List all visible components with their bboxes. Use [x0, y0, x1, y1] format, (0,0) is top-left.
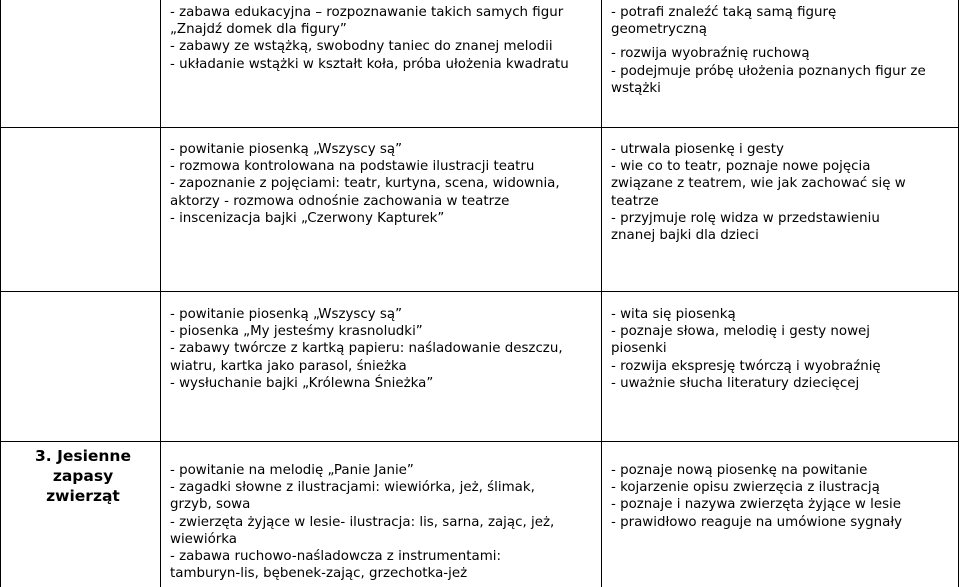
activity-line: - zabawa edukacyjna – rozpoznawanie takich samych figur [170, 5, 564, 20]
activity-line: grzyb, sowa [170, 497, 251, 513]
outcomes-cell [611, 141, 906, 244]
section-title [8, 446, 158, 506]
activity-line: „Znajdź domek dla figury” [170, 22, 347, 38]
activity-line: - powitanie piosenką „Wszyscy są” [170, 307, 403, 322]
outcome-line: - poznaje i nazywa zwierzęta żyjące w lesie [611, 497, 902, 513]
activity-line: - inscenizacja bajki „Czerwony Kapturek” [170, 210, 445, 226]
table-row-divider-3 [0, 441, 959, 442]
activity-line: - zabawy ze wstążką, swobodny taniec do znanej melodii [170, 39, 553, 55]
activity-line: - zabawy twórcze z kartką papieru: naśladowanie deszczu, [170, 341, 563, 357]
outcome-line: - poznaje nową piosenkę na powitanie [611, 463, 868, 478]
activities-cell [170, 4, 569, 73]
outcome-line: - przyjmuje rolę widza w przedstawieniu [611, 210, 880, 226]
outcome-line: - podejmuje próbę ułożenia poznanych figur ze [611, 63, 926, 79]
section-title-line: zapasy [52, 467, 114, 485]
activity-line: - rozmowa kontrolowana na podstawie ilustracji teatru [170, 159, 535, 175]
table-border-left [0, 0, 1, 587]
activity-line: - zwierzęta żyjące w lesie- ilustracja: lis, sarna, zając, jeż, [170, 514, 555, 530]
outcome-line: - poznaje słowa, melodię i gesty nowej [611, 324, 870, 340]
table-column-divider-1 [160, 0, 161, 587]
outcome-line: piosenki [611, 341, 667, 357]
outcome-line: - rozwija wyobraźnię ruchową [611, 46, 810, 62]
outcomes-cell [611, 4, 926, 97]
table-column-divider-2 [601, 0, 602, 587]
outcome-line: - rozwija ekspresję twórczą i wyobraźnię [611, 358, 881, 374]
activity-line: wiatru, kartka jako parasol, śnieżka [170, 358, 407, 374]
outcome-line: geometryczną [611, 22, 707, 38]
activities-cell [170, 462, 554, 582]
outcome-line: teatrze [611, 193, 659, 209]
outcome-line: - kojarzenie opisu zwierzęcia z ilustracją [611, 480, 880, 496]
activity-line: aktorzy - rozmowa odnośnie zachowania w teatrze [170, 193, 510, 209]
activity-line: - powitanie na melodię „Panie Janie” [170, 463, 414, 478]
activity-line: - zabawa ruchowo-naśladowcza z instrumentami: [170, 548, 502, 564]
activity-line: tamburyn-lis, bębenek-zając, grzechotka-jeż [170, 566, 468, 582]
outcomes-cell [611, 462, 902, 531]
section-title-line: zwierząt [46, 487, 120, 505]
activity-line: wiewiórka [170, 531, 238, 547]
outcome-line: - prawidłowo reaguje na umówione sygnały [611, 514, 903, 530]
activity-line: - układanie wstążki w kształt koła, próba ułożenia kwadratu [170, 56, 569, 72]
outcome-spacer [611, 38, 926, 45]
activities-cell [170, 306, 563, 392]
activities-cell [170, 141, 560, 227]
outcome-line: - wita się piosenką [611, 307, 736, 322]
activity-line: - powitanie piosenką „Wszyscy są” [170, 142, 403, 157]
activity-line: - wysłuchanie bajki „Królewna Śnieżka” [170, 375, 434, 391]
outcome-line: związane z teatrem, wie jak zachować się w [611, 176, 906, 192]
outcome-line: - potrafi znaleźć taką samą figurę [611, 5, 837, 20]
activity-line: - zagadki słowne z ilustracjami: wiewiórka, jeż, ślimak, [170, 480, 535, 496]
outcome-line: - utrwala piosenkę i gesty [611, 142, 784, 157]
outcome-line: znanej bajki dla dzieci [611, 227, 759, 243]
table-border-right [958, 0, 959, 587]
outcome-line: wstążki [611, 80, 661, 96]
section-title-line: 3. Jesienne [35, 447, 131, 465]
table-row-divider-2 [0, 291, 959, 292]
activity-line: - zapoznanie z pojęciami: teatr, kurtyna, scena, widownia, [170, 176, 560, 192]
outcome-line: - uważnie słucha literatury dziecięcej [611, 375, 860, 391]
activity-line: - piosenka „My jesteśmy krasnoludki” [170, 324, 423, 340]
table-row-divider-1 [0, 127, 959, 128]
outcome-line: - wie co to teatr, poznaje nowe pojęcia [611, 159, 871, 175]
outcomes-cell [611, 306, 881, 392]
